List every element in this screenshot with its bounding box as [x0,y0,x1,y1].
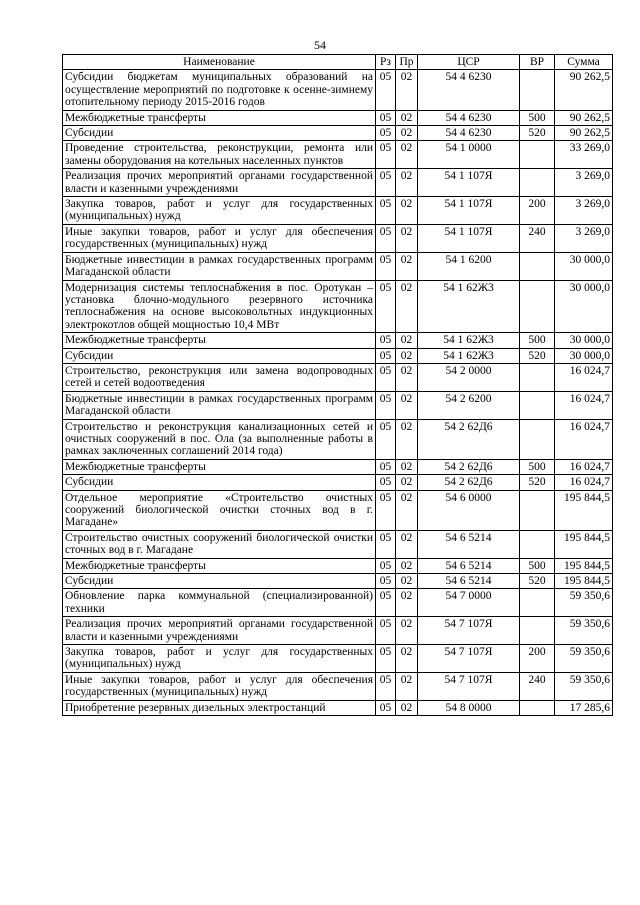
header-csr: ЦСР [418,55,520,70]
cell-sum: 195 844,5 [555,558,613,573]
cell-name: Бюджетные инвестиции в рамках государственных программ Магаданской области [63,252,376,280]
table-row [63,333,613,348]
cell-rz: 05 [376,70,396,110]
cell-csr: 54 4 6230 [418,70,520,110]
cell-csr: 54 2 6200 [418,391,520,419]
cell-vr: 520 [520,126,555,141]
cell-csr: 54 1 0000 [418,141,520,169]
cell-csr: 54 1 62Ж3 [418,348,520,363]
cell-csr: 54 2 62Д6 [418,459,520,474]
header-sum: Сумма [555,55,613,70]
cell-vr [520,419,555,459]
cell-sum: 195 844,5 [555,530,613,558]
cell-csr: 54 1 62Ж3 [418,333,520,348]
cell-name: Строительство и реконструкция канализационных сетей и очистных сооружений в пос. Ола (за выполненные работы в рамках заключенных соглашений 2014 года) [63,419,376,459]
table-row [63,700,613,715]
cell-vr [520,589,555,617]
cell-rz: 05 [376,348,396,363]
table-row [63,589,613,617]
table-row [63,126,613,141]
cell-pr: 02 [396,391,418,419]
cell-sum: 3 269,0 [555,169,613,197]
cell-vr: 200 [520,645,555,673]
cell-sum: 3 269,0 [555,197,613,225]
cell-sum: 30 000,0 [555,348,613,363]
cell-name: Обновление парка коммунальной (специализированной) техники [63,589,376,617]
cell-sum: 16 024,7 [555,363,613,391]
cell-vr [520,169,555,197]
cell-sum: 16 024,7 [555,419,613,459]
header-row [63,55,613,70]
cell-rz: 05 [376,645,396,673]
cell-rz: 05 [376,589,396,617]
cell-sum: 90 262,5 [555,70,613,110]
cell-name: Закупка товаров, работ и услуг для государственных (муниципальных) нужд [63,645,376,673]
cell-name: Иные закупки товаров, работ и услуг для обеспечения государственных (муниципальных) нужд [63,672,376,700]
cell-name: Бюджетные инвестиции в рамках государственных программ Магаданской области [63,391,376,419]
cell-csr: 54 4 6230 [418,126,520,141]
table-row [63,197,613,225]
cell-rz: 05 [376,363,396,391]
cell-pr: 02 [396,617,418,645]
cell-vr [520,280,555,333]
table-row [63,475,613,490]
cell-vr [520,700,555,715]
cell-rz: 05 [376,530,396,558]
header-pr: Пр [396,55,418,70]
cell-csr: 54 1 6200 [418,252,520,280]
cell-vr: 520 [520,475,555,490]
cell-sum: 30 000,0 [555,252,613,280]
cell-vr [520,530,555,558]
cell-csr: 54 6 5214 [418,530,520,558]
table-row [63,391,613,419]
budget-table [62,54,613,716]
cell-name: Реализация прочих мероприятий органами государственной власти и казенными учреждениями [63,169,376,197]
table-row [63,558,613,573]
cell-name: Межбюджетные трансферты [63,333,376,348]
cell-rz: 05 [376,574,396,589]
header-name: Наименование [63,55,376,70]
cell-name: Субсидии бюджетам муниципальных образований на осуществление мероприятий по подготовке к осенне-зимнему отопительному периоду 2015-2016 годов [63,70,376,110]
cell-name: Модернизация системы теплоснабжения в пос. Оротукан – установка блочно-модульного резервного источника теплоснабжения на основе высоковольтных индукционных электрокотлов общей мощностью 10,4 МВт [63,280,376,333]
cell-rz: 05 [376,252,396,280]
cell-rz: 05 [376,224,396,252]
table-row [63,490,613,530]
cell-name: Субсидии [63,126,376,141]
cell-csr: 54 2 0000 [418,363,520,391]
cell-pr: 02 [396,459,418,474]
cell-pr: 02 [396,672,418,700]
cell-sum: 90 262,5 [555,126,613,141]
cell-rz: 05 [376,391,396,419]
cell-pr: 02 [396,252,418,280]
table-row [63,252,613,280]
header-vr: ВР [520,55,555,70]
cell-sum: 33 269,0 [555,141,613,169]
cell-csr: 54 7 0000 [418,589,520,617]
table-row [63,363,613,391]
cell-rz: 05 [376,558,396,573]
cell-name: Субсидии [63,574,376,589]
table-row [63,141,613,169]
cell-pr: 02 [396,574,418,589]
cell-rz: 05 [376,459,396,474]
cell-csr: 54 1 62Ж3 [418,280,520,333]
cell-name: Субсидии [63,348,376,363]
cell-sum: 90 262,5 [555,110,613,125]
cell-rz: 05 [376,280,396,333]
cell-name: Закупка товаров, работ и услуг для государственных (муниципальных) нужд [63,197,376,225]
cell-vr: 500 [520,459,555,474]
cell-csr: 54 7 107Я [418,645,520,673]
cell-rz: 05 [376,617,396,645]
cell-vr: 500 [520,110,555,125]
cell-sum: 30 000,0 [555,333,613,348]
cell-rz: 05 [376,672,396,700]
cell-pr: 02 [396,348,418,363]
cell-pr: 02 [396,700,418,715]
cell-csr: 54 6 0000 [418,490,520,530]
cell-csr: 54 7 107Я [418,617,520,645]
cell-rz: 05 [376,700,396,715]
cell-pr: 02 [396,333,418,348]
cell-rz: 05 [376,110,396,125]
table-row [63,574,613,589]
page-number: 54 [314,38,326,52]
cell-vr: 500 [520,333,555,348]
cell-vr [520,141,555,169]
cell-csr: 54 6 5214 [418,558,520,573]
cell-rz: 05 [376,197,396,225]
cell-name: Межбюджетные трансферты [63,459,376,474]
cell-csr: 54 7 107Я [418,672,520,700]
cell-pr: 02 [396,419,418,459]
header-rz: Рз [376,55,396,70]
cell-vr: 520 [520,574,555,589]
cell-pr: 02 [396,169,418,197]
cell-pr: 02 [396,110,418,125]
cell-sum: 59 350,6 [555,589,613,617]
table-row [63,348,613,363]
cell-rz: 05 [376,126,396,141]
cell-name: Приобретение резервных дизельных электростанций [63,700,376,715]
cell-csr: 54 2 62Д6 [418,419,520,459]
cell-name: Реализация прочих мероприятий органами государственной власти и казенными учреждениями [63,617,376,645]
cell-sum: 17 285,6 [555,700,613,715]
cell-name: Проведение строительства, реконструкции, ремонта или замены оборудования на котельных населенных пунктов [63,141,376,169]
cell-name: Субсидии [63,475,376,490]
table-row [63,169,613,197]
cell-rz: 05 [376,475,396,490]
cell-csr: 54 1 107Я [418,224,520,252]
cell-vr: 240 [520,672,555,700]
cell-rz: 05 [376,419,396,459]
cell-vr [520,391,555,419]
table-row [63,645,613,673]
cell-csr: 54 1 107Я [418,169,520,197]
cell-name: Иные закупки товаров, работ и услуг для обеспечения государственных (муниципальных) нужд [63,224,376,252]
cell-vr [520,490,555,530]
cell-pr: 02 [396,589,418,617]
cell-pr: 02 [396,141,418,169]
cell-name: Межбюджетные трансферты [63,558,376,573]
cell-name: Строительство очистных сооружений биологической очистки сточных вод в г. Магадане [63,530,376,558]
cell-csr: 54 6 5214 [418,574,520,589]
table-row [63,224,613,252]
cell-vr: 200 [520,197,555,225]
cell-csr: 54 1 107Я [418,197,520,225]
table-row [63,459,613,474]
cell-sum: 30 000,0 [555,280,613,333]
cell-sum: 3 269,0 [555,224,613,252]
table-row [63,530,613,558]
cell-pr: 02 [396,197,418,225]
cell-csr: 54 8 0000 [418,700,520,715]
cell-sum: 59 350,6 [555,672,613,700]
cell-sum: 195 844,5 [555,490,613,530]
cell-name: Строительство, реконструкция или замена водопроводных сетей и сетей водоотведения [63,363,376,391]
cell-sum: 16 024,7 [555,475,613,490]
cell-pr: 02 [396,475,418,490]
cell-csr: 54 2 62Д6 [418,475,520,490]
cell-sum: 16 024,7 [555,459,613,474]
cell-name: Отдельное мероприятие «Строительство очистных сооружений биологической очистки сточных вод в г. Магадане» [63,490,376,530]
cell-name: Межбюджетные трансферты [63,110,376,125]
table-row [63,280,613,333]
cell-rz: 05 [376,490,396,530]
cell-vr: 520 [520,348,555,363]
cell-csr: 54 4 6230 [418,110,520,125]
cell-vr [520,70,555,110]
cell-sum: 59 350,6 [555,645,613,673]
table-row [63,672,613,700]
cell-pr: 02 [396,645,418,673]
cell-vr: 500 [520,558,555,573]
cell-pr: 02 [396,126,418,141]
cell-vr: 240 [520,224,555,252]
cell-rz: 05 [376,169,396,197]
table-row [63,419,613,459]
cell-vr [520,363,555,391]
cell-rz: 05 [376,333,396,348]
cell-pr: 02 [396,280,418,333]
cell-sum: 16 024,7 [555,391,613,419]
table-row [63,617,613,645]
cell-sum: 195 844,5 [555,574,613,589]
cell-pr: 02 [396,224,418,252]
table-row [63,70,613,110]
cell-vr [520,617,555,645]
cell-pr: 02 [396,558,418,573]
cell-pr: 02 [396,363,418,391]
table-row [63,110,613,125]
cell-pr: 02 [396,490,418,530]
cell-pr: 02 [396,530,418,558]
cell-sum: 59 350,6 [555,617,613,645]
cell-vr [520,252,555,280]
cell-rz: 05 [376,141,396,169]
cell-pr: 02 [396,70,418,110]
